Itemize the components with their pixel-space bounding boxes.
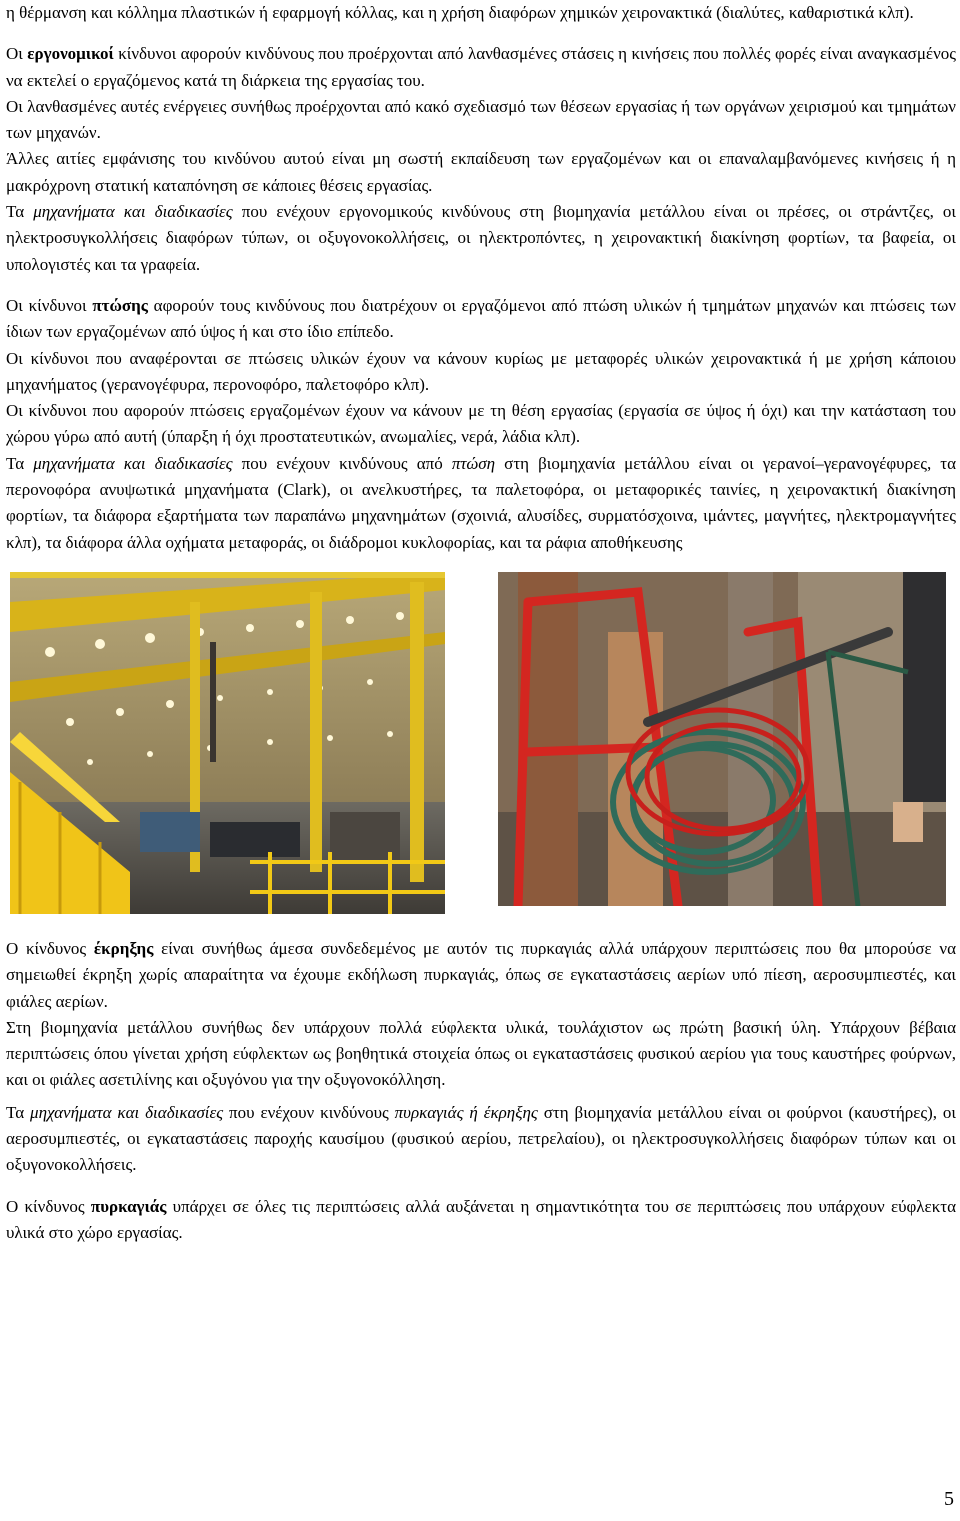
- text-run: Στη βιομηχανία μετάλλου συνήθως δεν υπάρχουν πολλά εύφλεκτα υλικά, τουλάχιστον ως πρώτη βασική ύλη. Υπάρχουν βέβαια περιπτώσεις όπου γίνεται χρήση εύφλεκτων ως βοηθητικά στοιχεία όπως οι εγκαταστάσεις φυσικού αερίου για τους καυστήρες φούρνων, και οι φιάλες ασετιλίνης και οξυγόνου για την οξυγονοκόλληση.: [6, 1017, 956, 1090]
- factory-hall-image: [10, 572, 445, 914]
- text-run: Ο κίνδυνος: [6, 938, 94, 958]
- paragraph-12: [6, 1100, 956, 1179]
- text-run: αφορούν τους κινδύνους που διατρέχουν οι εργαζόμενοι από πτώση υλικών ή τμημάτων μηχανών και πτώσεις των ίδιων των εργαζομένων από ύψος ή και στο ίδιο επίπεδο.: [6, 295, 956, 342]
- paragraph-8: [6, 398, 956, 451]
- paragraph-fire: [6, 1194, 956, 1247]
- text-run: στη βιομηχανία μετάλλου είναι οι φούρνοι (καυστήρες), οι αεροσυμπιεστές, οι εγκαταστάσεις παροχής καυσίμου (φυσικού αερίου, πετρελαίου), οι ηλεκτροσυγκολλήσεις διαφόρων τύπων και οι οξυγονοκολλήσεις.: [6, 1102, 956, 1175]
- italic-term: πυρκαγιάς ή έκρηξης: [394, 1102, 538, 1122]
- text-run: Οι: [6, 44, 28, 64]
- italic-term: πτώση: [451, 453, 496, 473]
- page-number: 5: [944, 1488, 954, 1510]
- paragraph-4: [6, 146, 956, 199]
- italic-term: μηχανήματα και διαδικασίες: [33, 202, 233, 222]
- bold-term: έκρηξης: [93, 938, 154, 958]
- text-run: υπάρχει σε όλες τις περιπτώσεις αλλά αυξάνεται η σημαντικότητα του σε περιπτώσεις που υπάρχουν εύφλεκτα υλικά στο χώρο εργασίας.: [6, 1196, 956, 1242]
- text-run: Ο κίνδυνος: [6, 1196, 91, 1216]
- text-run: στη βιομηχανία μετάλλου είναι οι γερανοί–γερανογέφυρες, τα περονοφόρα ανυψωτικά μηχανήματα (Clark), οι ανελκυστήρες, τα παλετοφόρα, οι μεταφορικές ταινίες, η χειρονακτική διακίνηση φορτίων, τα διάφορα εξαρτήματα των παραπάνω μηχανημάτων (σχοινιά, αλυσίδες, συρματόσχοινα, ιμάντες, μαγνήτες, ηλεκτρομαγνήτες κλπ), τα διάφορα άλλα οχήματα μεταφοράς, οι διάδρομοι κυκλοφορίας, και τα ράφια αποθήκευσης: [6, 453, 957, 552]
- text-run: Οι κίνδυνοι: [6, 295, 93, 315]
- document-page: [6, 0, 956, 1246]
- paragraph-5: [6, 199, 956, 278]
- italic-term: μηχανήματα και διαδικασίες: [30, 1102, 224, 1122]
- welding-gas-bottle-cart-photo: [498, 572, 946, 906]
- text-run: Άλλες αιτίες εμφάνισης του κινδύνου αυτού είναι μη σωστή εκπαίδευση των εργαζομένων και οι επαναλαμβανόμενες κινήσεις ή η μακρόχρονη στατική καταπόνηση σε κάποιες θέσεις εργασίας.: [6, 149, 956, 195]
- text-run: Τα: [6, 1102, 31, 1122]
- text-run: κίνδυνοι αφορούν κινδύνους που προέρχονται από λανθασμένες στάσεις η κινήσεις που πολλές φορές είναι αναγκασμένος να εκτελεί ο εργαζόμενος κατά τη διάρκεια της εργασίας του.: [6, 44, 956, 90]
- text-run: η θέρμανση και κόλλημα πλαστικών ή εφαρμογή κόλλας, και η χρήση διαφόρων χημικών χειρονακτικά (διαλύτες, καθαριστικά κλπ).: [6, 3, 914, 22]
- paragraph-explosion: [6, 936, 956, 1015]
- paragraph-fall: [6, 293, 956, 346]
- italic-term: μηχανήματα και διαδικασίες: [33, 453, 233, 473]
- text-run: που ενέχουν κινδύνους από: [232, 453, 452, 473]
- welding-cart-image: [498, 572, 946, 906]
- factory-hall-photo: [10, 572, 445, 914]
- paragraph-7: [6, 346, 956, 399]
- text-run: που ενέχουν εργονομικούς κινδύνους στη βιομηχανία μετάλλου είναι οι πρέσες, οι στράντζες, οι ηλεκτροσυγκολλήσεις διαφόρων τύπων, οι οξυγονοκολλήσεις, οι ηλεκτροπόντες, η χειρονακτική διακίνηση φορτίων, τα βαφεία, οι υπολογιστές και τα γραφεία.: [6, 202, 956, 274]
- paragraph-ergonomic: [6, 41, 956, 94]
- text-run: Οι κίνδυνοι που αναφέρονται σε πτώσεις υλικών έχουν να κάνουν κυρίως με μεταφορές υλικών χειρονακτικά ή με χρήση κάποιου μηχανήματος (γερανογέφυρα, περονοφόρο, παλετοφόρο κλπ).: [6, 348, 956, 394]
- paragraph-3: [6, 94, 956, 147]
- paragraph-9: [6, 451, 956, 556]
- text-run: είναι συνήθως άμεσα συνδεδεμένος με αυτόν τις πυρκαγιάς αλλά υπάρχουν περιπτώσεις που θα μπορούσε να σημειωθεί έκρηξη χωρίς απαραίτητα να έχουμε εκδήλωση πυρκαγιάς, όπως σε εγκαταστάσεις αερίων υπό πίεση, αεροσυμπιεστές, και φιάλες αερίων.: [6, 938, 956, 1011]
- text-run: Οι λανθασμένες αυτές ενέργειες συνήθως προέρχονται από κακό σχεδιασμό των θέσεων εργασίας ή των οργάνων χειρισμού και τμημάτων των μηχανών.: [6, 96, 956, 143]
- text-run: Οι κίνδυνοι που αφορούν πτώσεις εργαζομένων έχουν να κάνουν με τη θέση εργασίας (εργασία σε ύψος ή όχι) και την κατάσταση του χώρου γύρω από αυτή (ύπαρξη ή όχι προστατευτικών, ανωμαλίες, νερά, λάδια κλπ).: [6, 401, 956, 447]
- photo-row: [6, 572, 956, 914]
- paragraph-11: [6, 1015, 956, 1094]
- bold-term: πτώσης: [92, 295, 148, 315]
- paragraph-1: [6, 0, 956, 26]
- bold-term: εργονομικοί: [27, 44, 114, 64]
- text-run: Τα: [6, 453, 34, 473]
- text-run: Τα: [6, 202, 34, 222]
- text-run: που ενέχουν κινδύνους: [223, 1102, 395, 1122]
- bold-term: πυρκαγιάς: [90, 1196, 167, 1216]
